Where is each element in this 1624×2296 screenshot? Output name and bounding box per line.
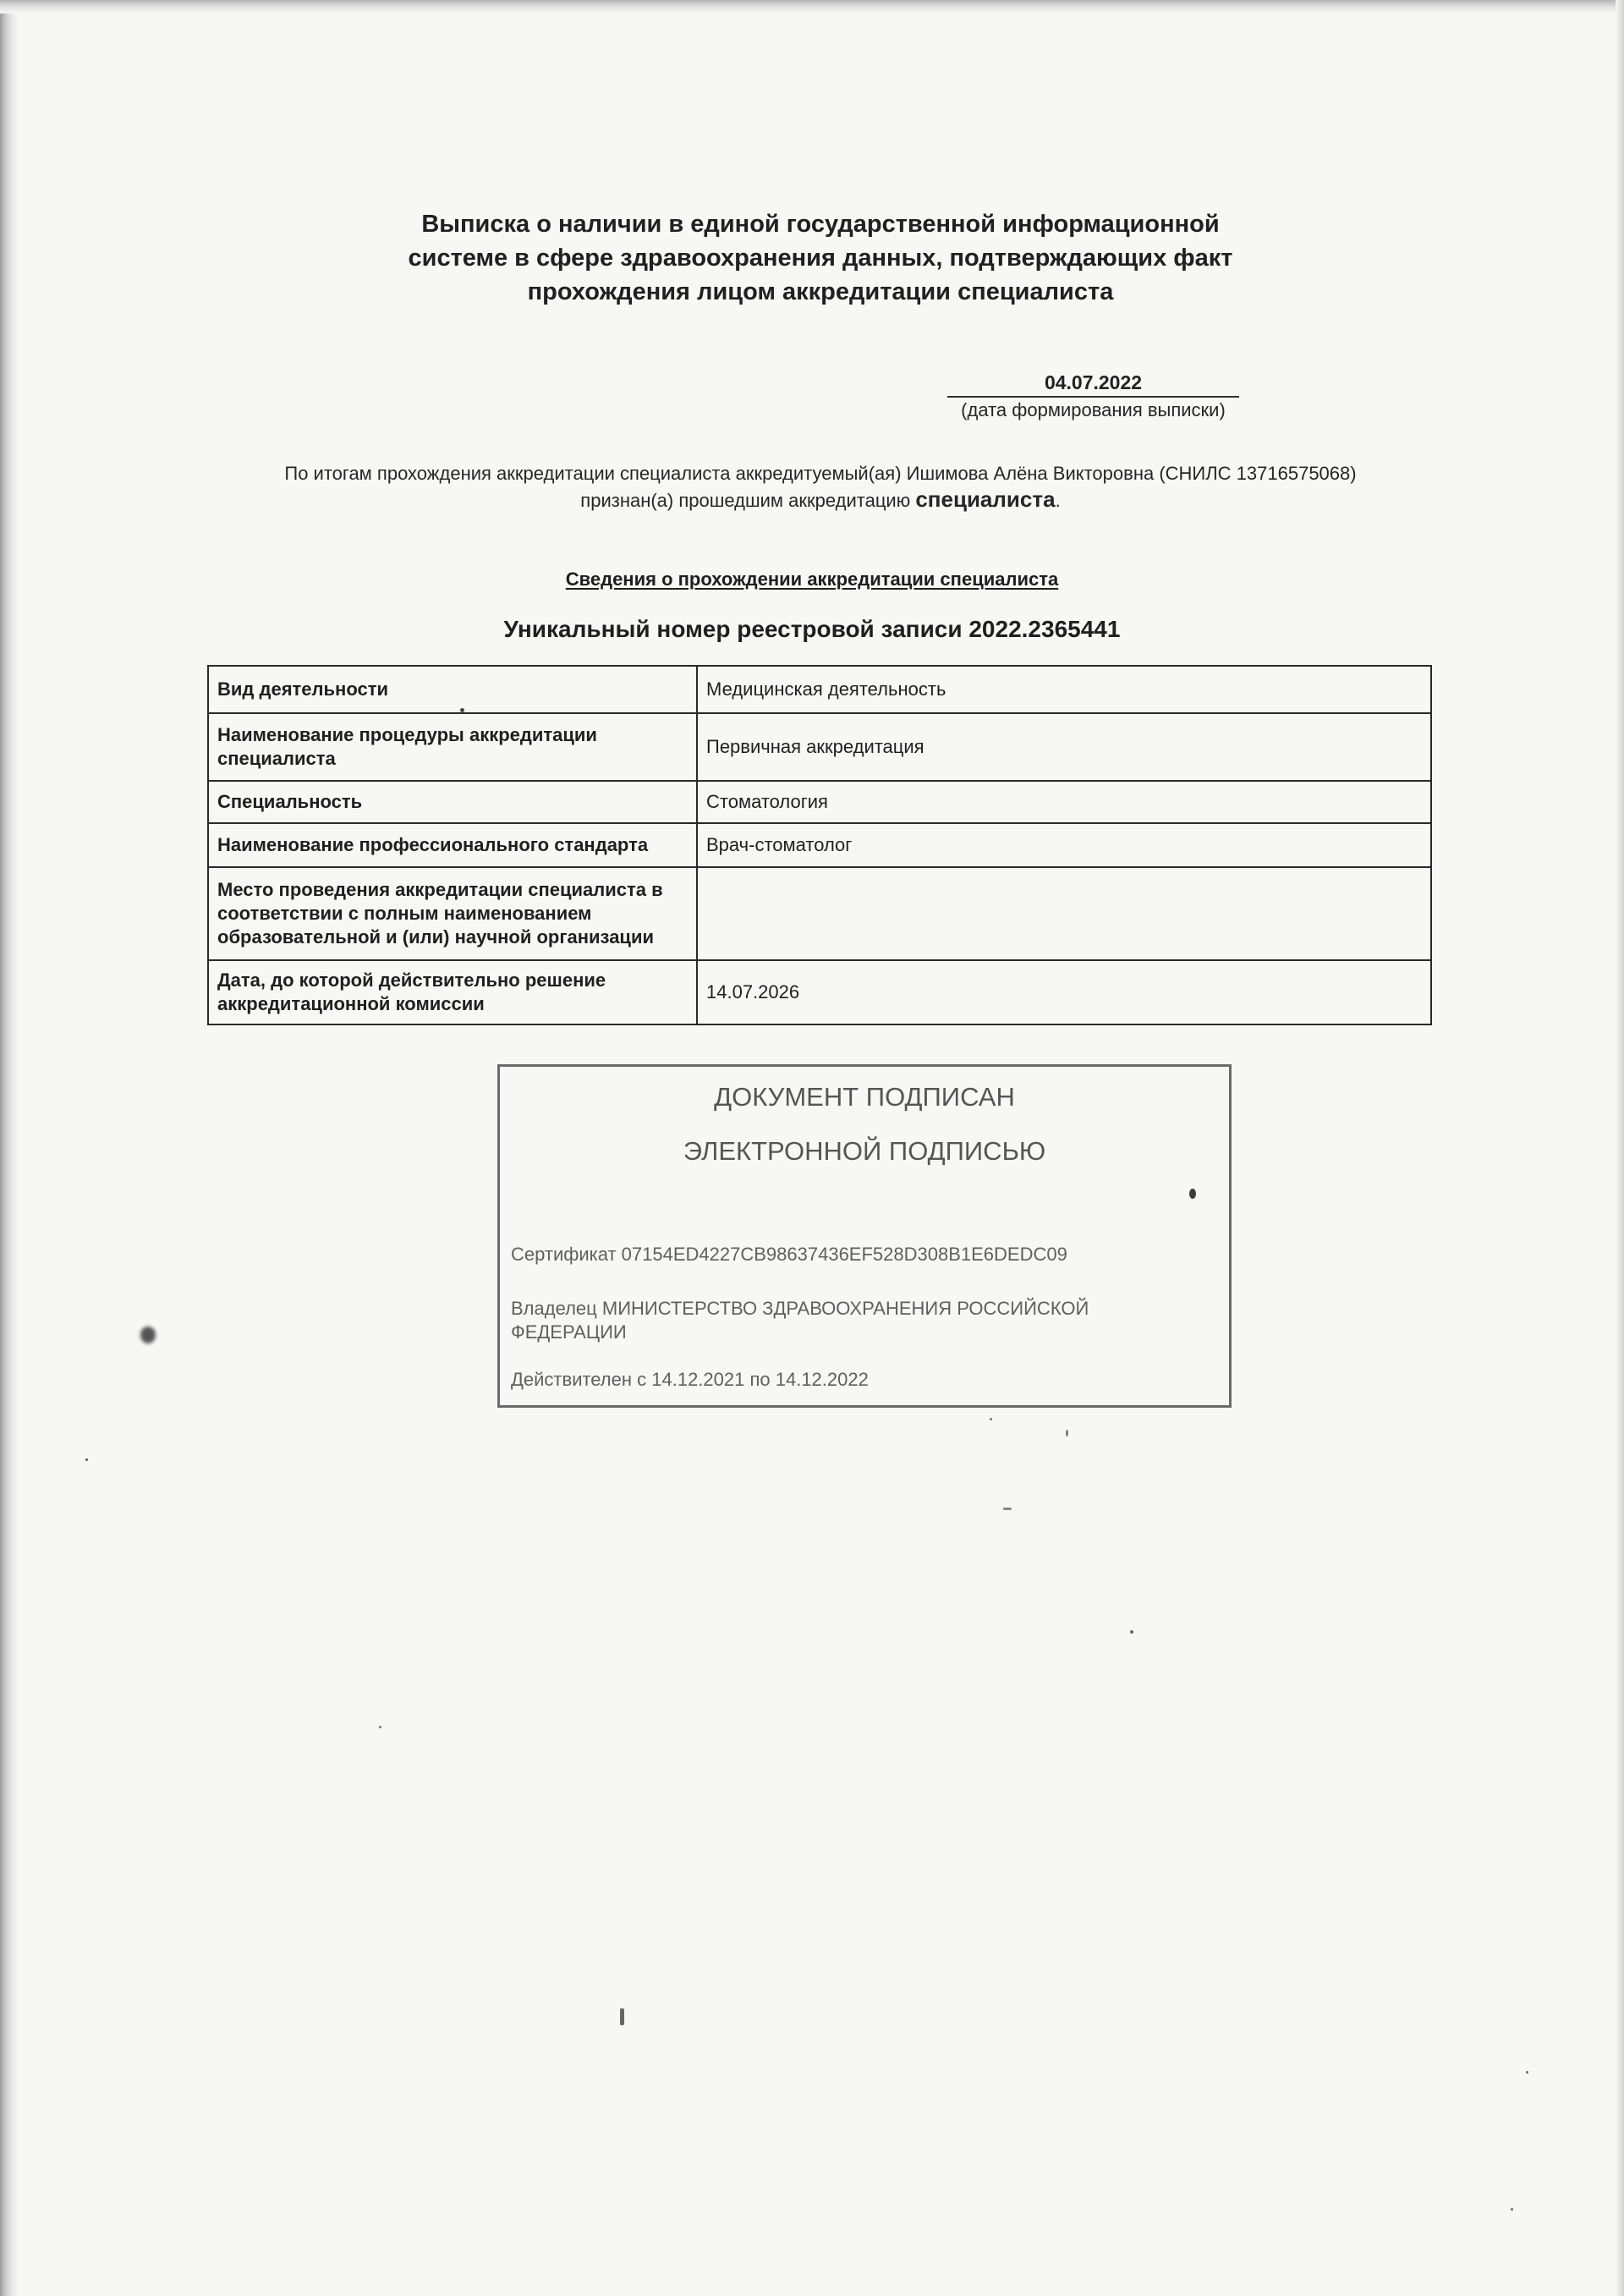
stamp-owner: Владелец МИНИСТЕРСТВО ЗДРАВООХРАНЕНИЯ РОССИЙСКОЙ ФЕДЕРАЦИИ [511,1298,1089,1343]
scan-speck [620,2008,624,2025]
scan-speck [1526,2071,1528,2074]
accreditation-statement [216,461,1425,514]
stamp-validity: Действителен с 14.12.2021 по 14.12.2022 [511,1369,869,1390]
section-title [474,569,1150,590]
row-label: Место проведения аккредитации специалиста в соответствии с полным наименованием образовательной и (или) научной организации [208,867,697,960]
scan-speck [140,1327,156,1343]
row-label: Дата, до которой действительно решение аккредитационной комиссии [208,960,697,1024]
section-title-text: Сведения о прохождении аккредитации специалиста [565,569,1059,590]
scan-shadow-top [0,0,1624,14]
row-label: Вид деятельности [208,666,697,713]
scan-speck [1003,1508,1012,1510]
accreditation-details-table [207,665,1432,1025]
row-label: Специальность [208,781,697,823]
statement-line-2-suffix: . [1055,490,1061,511]
electronic-signature-stamp [497,1064,1232,1408]
table-row [208,713,1431,781]
title-line-3: прохождения лицом аккредитации специалиста [527,278,1114,305]
scan-speck [1189,1189,1196,1199]
scan-shadow-right [1616,0,1624,2296]
issue-date-block [947,371,1239,423]
row-value [697,867,1431,960]
registry-number: Уникальный номер реестровой записи 2022.2365441 [503,616,1121,642]
row-value: 14.07.2026 [697,960,1431,1024]
row-value: Медицинская деятельность [697,666,1431,713]
stamp-heading-1: ДОКУМЕНТ ПОДПИСАН [714,1082,1015,1112]
scan-speck [1130,1630,1133,1634]
title-line-1: Выписка о наличии в единой государственной информационной [421,211,1220,238]
row-label: Наименование процедуры аккредитации специалиста [208,713,697,781]
row-value: Врач-стоматолог [697,823,1431,867]
row-value: Стоматология [697,781,1431,823]
table-row [208,666,1431,713]
scan-shadow-left [0,0,19,2296]
table-row [208,781,1431,823]
row-value: Первичная аккредитация [697,713,1431,781]
scan-speck [1511,2208,1513,2211]
scan-speck [460,708,464,712]
table-row [208,960,1431,1024]
table-row [208,867,1431,960]
issue-date-caption: (дата формирования выписки) [961,399,1226,420]
statement-line-1: По итогам прохождения аккредитации специалиста аккредитуемый(ая) Ишимова Алёна Викторовна (СНИЛС 13716575068) [284,463,1357,484]
row-label: Наименование профессионального стандарта [208,823,697,867]
issue-date-value: 04.07.2022 [947,371,1239,398]
stamp-certificate: Сертификат 07154ED4227CB98637436EF528D308B1E6DEDC09 [511,1244,1067,1265]
document-title [338,207,1303,309]
title-line-2: системе в сфере здравоохранения данных, подтверждающих факт [408,244,1233,272]
scan-speck [85,1458,88,1461]
scan-speck [1066,1430,1068,1436]
statement-line-2-emphasis: специалиста [915,486,1056,512]
statement-line-2 [216,486,1425,514]
statement-line-2-prefix: признан(а) прошедшим аккредитацию [580,490,911,511]
scan-speck [379,1726,381,1728]
scan-speck [990,1418,992,1420]
table-row [208,823,1431,867]
stamp-heading-2: ЭЛЕКТРОННОЙ ПОДПИСЬЮ [683,1136,1046,1166]
